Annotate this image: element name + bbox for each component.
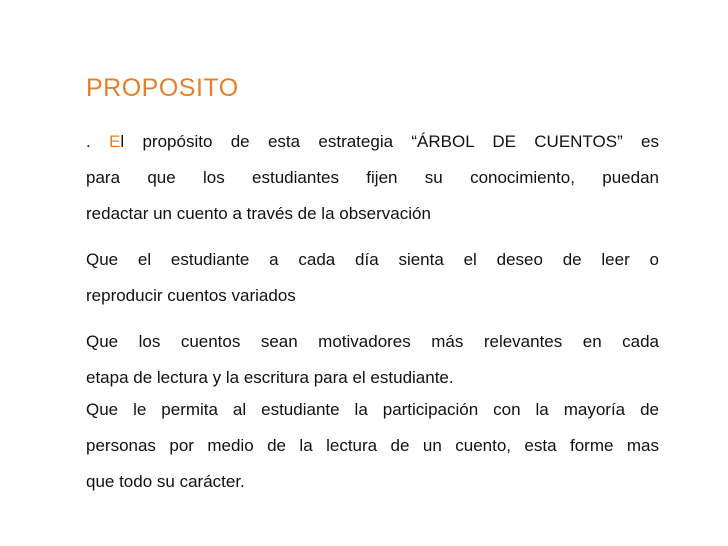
paragraph-1-line-1 (86, 124, 659, 160)
paragraph-4-line-1: Que le permita al estudiante la participación con la mayoría de (86, 400, 659, 419)
bullet-prefix: . (86, 132, 110, 151)
paragraph-1-line-2: para que los estudiantes fijen su conocimiento, puedan (86, 168, 659, 187)
slide-body (86, 124, 659, 500)
paragraph-3-line-2: etapa de lectura y la escritura para el estudiante. (86, 368, 454, 387)
paragraph-2-line-1: Que el estudiante a cada día sienta el deseo de leer o (86, 250, 659, 269)
accent-letter: E (109, 132, 121, 151)
paragraph-1-line-3: redactar un cuento a través de la observación (86, 204, 431, 223)
paragraph-4-line-3: que todo su carácter. (86, 472, 245, 491)
line-text: l propósito de esta estrategia “ÁRBOL DE CUENTOS” es (120, 132, 659, 151)
paragraph-2-line-2: reproducir cuentos variados (86, 286, 296, 305)
slide-title: PROPOSITO (86, 74, 239, 102)
paragraph-3-line-1: Que los cuentos sean motivadores más relevantes en cada (86, 332, 659, 351)
paragraph-4-line-2: personas por medio de la lectura de un cuento, esta forme mas (86, 436, 659, 455)
